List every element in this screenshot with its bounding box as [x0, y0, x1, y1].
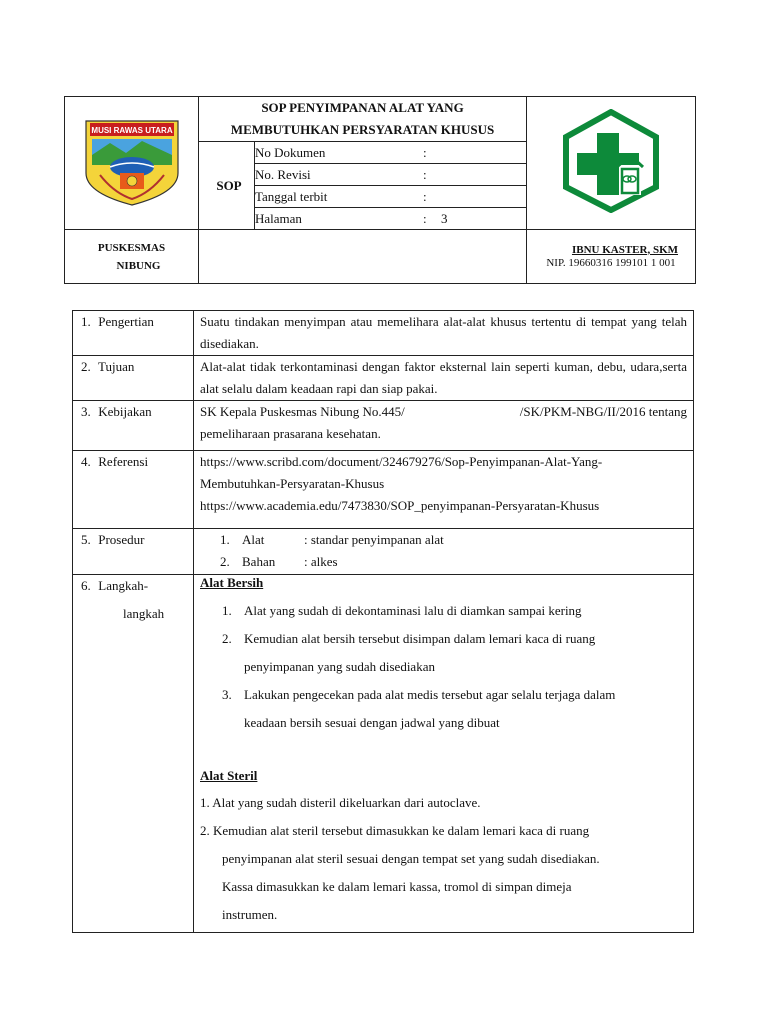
- row-langkah: [73, 575, 694, 933]
- item-text: Alat yang sudah di dekontaminasi lalu di diamkan sampai kering: [244, 603, 582, 618]
- row-number: 6.: [81, 578, 91, 593]
- row-tujuan: [73, 356, 694, 401]
- row-label: Tujuan: [98, 359, 135, 374]
- item-name: Bahan: [242, 554, 276, 569]
- kebijakan-part-b: /SK/PKM-NBG/II/2016 tentang: [519, 404, 687, 419]
- regency-logo-cell: [65, 97, 199, 230]
- meta-colon-doc: :: [423, 144, 427, 160]
- item-number: 1.: [220, 532, 230, 547]
- prosedur-list: [194, 529, 694, 575]
- row-number: 3.: [81, 404, 91, 419]
- steril-step-2: 2. Kemudian alat steril tersebut dimasukkan ke dalam lemari kaca di ruang: [200, 823, 590, 838]
- row-label: Pengertian: [98, 314, 154, 329]
- tujuan-text: Alat-alat tidak terkontaminasi dengan faktor eksternal lain seperti kuman, debu, udara,serta alat selalu dalam keadaan rapi dan siap pakai.: [194, 356, 694, 401]
- org-line-1: PUSKESMAS: [97, 241, 166, 254]
- item-text-cont: keadaan bersih sesuai dengan jadwal yang dibuat: [244, 715, 500, 730]
- kebijakan-part-a: SK Kepala Puskesmas Nibung No.445/: [200, 404, 405, 419]
- row-number: 4.: [81, 454, 91, 469]
- blank-cell: [199, 230, 527, 284]
- row-pengertian: [73, 311, 694, 356]
- meta-label-revisi: No. Revisi: [255, 166, 311, 182]
- title-line-2: MEMBUTUHKAN PERSYARATAN KHUSUS: [230, 122, 495, 137]
- signer-name: IBNU KASTER, SKM: [571, 243, 679, 256]
- steril-step-2-cont: instrumen.: [222, 907, 278, 922]
- row-label: Langkah-: [98, 578, 149, 593]
- document-title: [199, 97, 527, 142]
- row-prosedur: [73, 529, 694, 575]
- item-name: Alat: [242, 532, 265, 547]
- item-text: Kemudian alat bersih tersebut disimpan dalam lemari kaca di ruang: [244, 631, 596, 646]
- signatory: [527, 230, 696, 284]
- alat-steril-list: [200, 789, 687, 929]
- meta-colon-revisi: :: [423, 166, 427, 182]
- row-kebijakan: [73, 401, 694, 451]
- referensi-text: [194, 451, 694, 529]
- item-text: Lakukan pengecekan pada alat medis tersebut agar selalu terjaga dalam: [244, 687, 616, 702]
- kebijakan-text: [194, 401, 694, 451]
- row-number: 5.: [81, 532, 91, 547]
- puskesmas-logo: [561, 109, 661, 213]
- reference-link-1-cont: Membutuhkan-Persyaratan-Khusus: [200, 476, 385, 491]
- steril-step-2-cont: penyimpanan alat steril sesuai dengan tempat set yang sudah disediakan.: [222, 851, 600, 866]
- row-referensi: [73, 451, 694, 529]
- title-line-1: SOP PENYIMPANAN ALAT YANG: [261, 100, 464, 115]
- puskesmas-logo-cell: [527, 97, 696, 230]
- meta-label-doc: No Dokumen: [255, 144, 326, 160]
- reference-link-2: https://www.academia.edu/7473830/SOP_penyimpanan-Persyaratan-Khusus: [200, 498, 600, 513]
- meta-label-halaman: Halaman: [255, 210, 302, 226]
- row-label: Referensi: [98, 454, 149, 469]
- alat-steril-heading: Alat Steril: [200, 768, 258, 783]
- item-number: 2.: [222, 631, 232, 646]
- signer-nip: NIP. 19660316 199101 1 001: [546, 256, 676, 269]
- organization-name: [65, 230, 199, 284]
- row-label: Kebijakan: [98, 404, 152, 419]
- sop-label: SOP: [199, 142, 255, 230]
- item-value: : alkes: [304, 554, 338, 569]
- musi-rawas-utara-emblem: [80, 115, 184, 207]
- meta-colon-tanggal: :: [423, 188, 427, 204]
- reference-link-1: https://www.scribd.com/document/324679276/Sop-Penyimpanan-Alat-Yang-: [200, 454, 603, 469]
- alat-bersih-heading: Alat Bersih: [200, 575, 264, 590]
- item-number: 3.: [222, 687, 232, 702]
- list-item: [222, 597, 687, 625]
- steril-step-2-cont: Kassa dimasukkan ke dalam lemari kassa, tromol di simpan dimeja: [222, 879, 572, 894]
- header-table: [64, 96, 696, 284]
- meta-colon-halaman: :: [423, 210, 427, 226]
- item-text-cont: penyimpanan yang sudah disediakan: [244, 659, 435, 674]
- list-item: [222, 625, 687, 653]
- meta-label-tanggal: Tanggal terbit: [255, 188, 328, 204]
- item-value: : standar penyimpanan alat: [304, 532, 444, 547]
- steril-step-1: 1. Alat yang sudah disteril dikeluarkan dari autoclave.: [200, 795, 481, 810]
- kebijakan-part-c: pemeliharaan prasarana kesehatan.: [200, 426, 381, 441]
- row-label-cont: langkah: [123, 606, 165, 621]
- row-number: 2.: [81, 359, 91, 374]
- item-number: 1.: [222, 603, 232, 618]
- prosedur-item: [220, 551, 687, 573]
- meta-value-halaman: 3: [441, 210, 448, 226]
- langkah-content: [194, 575, 694, 933]
- row-number: 1.: [81, 314, 91, 329]
- item-number: 2.: [220, 554, 230, 569]
- list-item: [222, 681, 687, 709]
- pengertian-text: Suatu tindakan menyimpan atau memelihara alat-alat khusus tertentu di tempat yang telah disediakan.: [194, 311, 694, 356]
- emblem-banner-text: MUSI RAWAS UTARA: [90, 125, 173, 135]
- sop-content-table: [72, 310, 694, 933]
- row-label: Prosedur: [98, 532, 145, 547]
- alat-bersih-list: [200, 597, 687, 737]
- org-line-2: NIBUNG: [116, 259, 161, 272]
- prosedur-item: [220, 529, 687, 551]
